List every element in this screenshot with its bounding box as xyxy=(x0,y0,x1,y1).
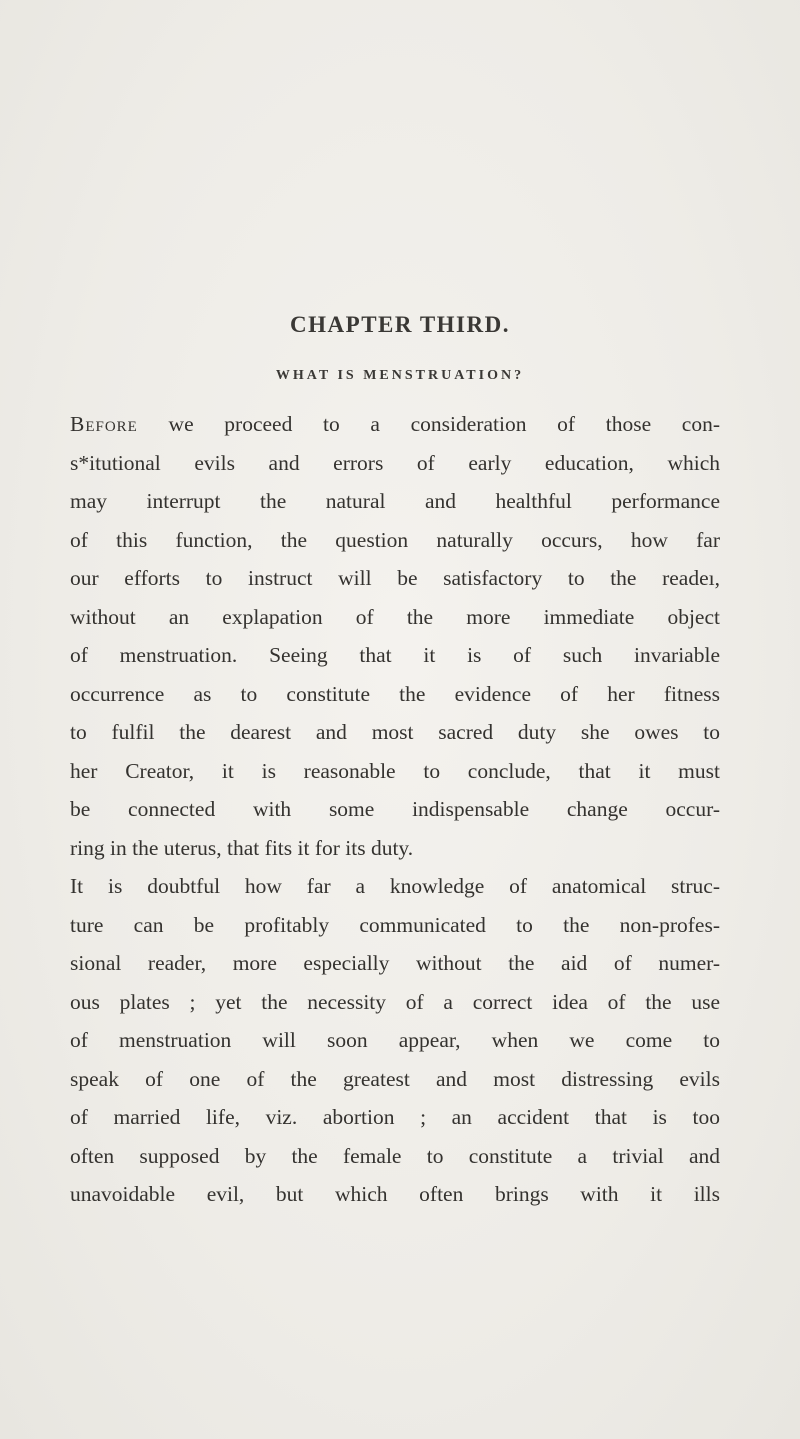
text-line: occurrence as to constitute the evidence of her fitness xyxy=(70,681,720,706)
text-line: of menstruation will soon appear, when we come to xyxy=(70,1028,720,1052)
text-line: of menstruation. Seeing that it is of such invariable xyxy=(70,643,720,667)
text-line: ous plates ; yet the necessity of a correct idea of the use xyxy=(70,989,720,1014)
text-line: s*itutional evils and errors of early education, which xyxy=(70,450,720,475)
text-line: to fulfil the dearest and most sacred duty she owes to xyxy=(70,720,720,744)
text-line: sional reader, more especially without the aid of numer- xyxy=(70,951,720,975)
opening-word: Before xyxy=(70,412,138,436)
section-title: WHAT IS MENSTRUATION? xyxy=(275,368,525,383)
text-line-content: we proceed to a consideration of those con- xyxy=(137,412,720,436)
text-line: may interrupt the natural and healthful performance xyxy=(70,489,720,513)
body-text xyxy=(70,405,720,1214)
text-line: often supposed by the female to constitute a trivial and xyxy=(70,1143,720,1168)
text-line: ture can be profitably communicated to the non-profes- xyxy=(70,912,720,937)
text-line: speak of one of the greatest and most distressing evils xyxy=(70,1066,720,1091)
text-line xyxy=(70,405,720,444)
chapter-title: CHAPTER THIRD. xyxy=(290,312,510,337)
text-line: her Creator, it is reasonable to conclude, that it must xyxy=(70,758,720,783)
text-line: our efforts to instruct will be satisfactory to the readeı, xyxy=(70,566,720,590)
text-line: of this function, the question naturally occurs, how far xyxy=(70,527,720,552)
text-line: ring in the uterus, that fits it for its duty. xyxy=(70,835,414,860)
text-line: be connected with some indispensable change occur- xyxy=(70,797,720,821)
text-line: It is doubtful how far a knowledge of anatomical struc- xyxy=(70,874,720,898)
text-line: unavoidable evil, but which often brings with it ills xyxy=(70,1182,720,1206)
text-line: without an explapation of the more immediate object xyxy=(70,604,720,629)
text-line: of married life, viz. abortion ; an accident that is too xyxy=(70,1105,720,1129)
